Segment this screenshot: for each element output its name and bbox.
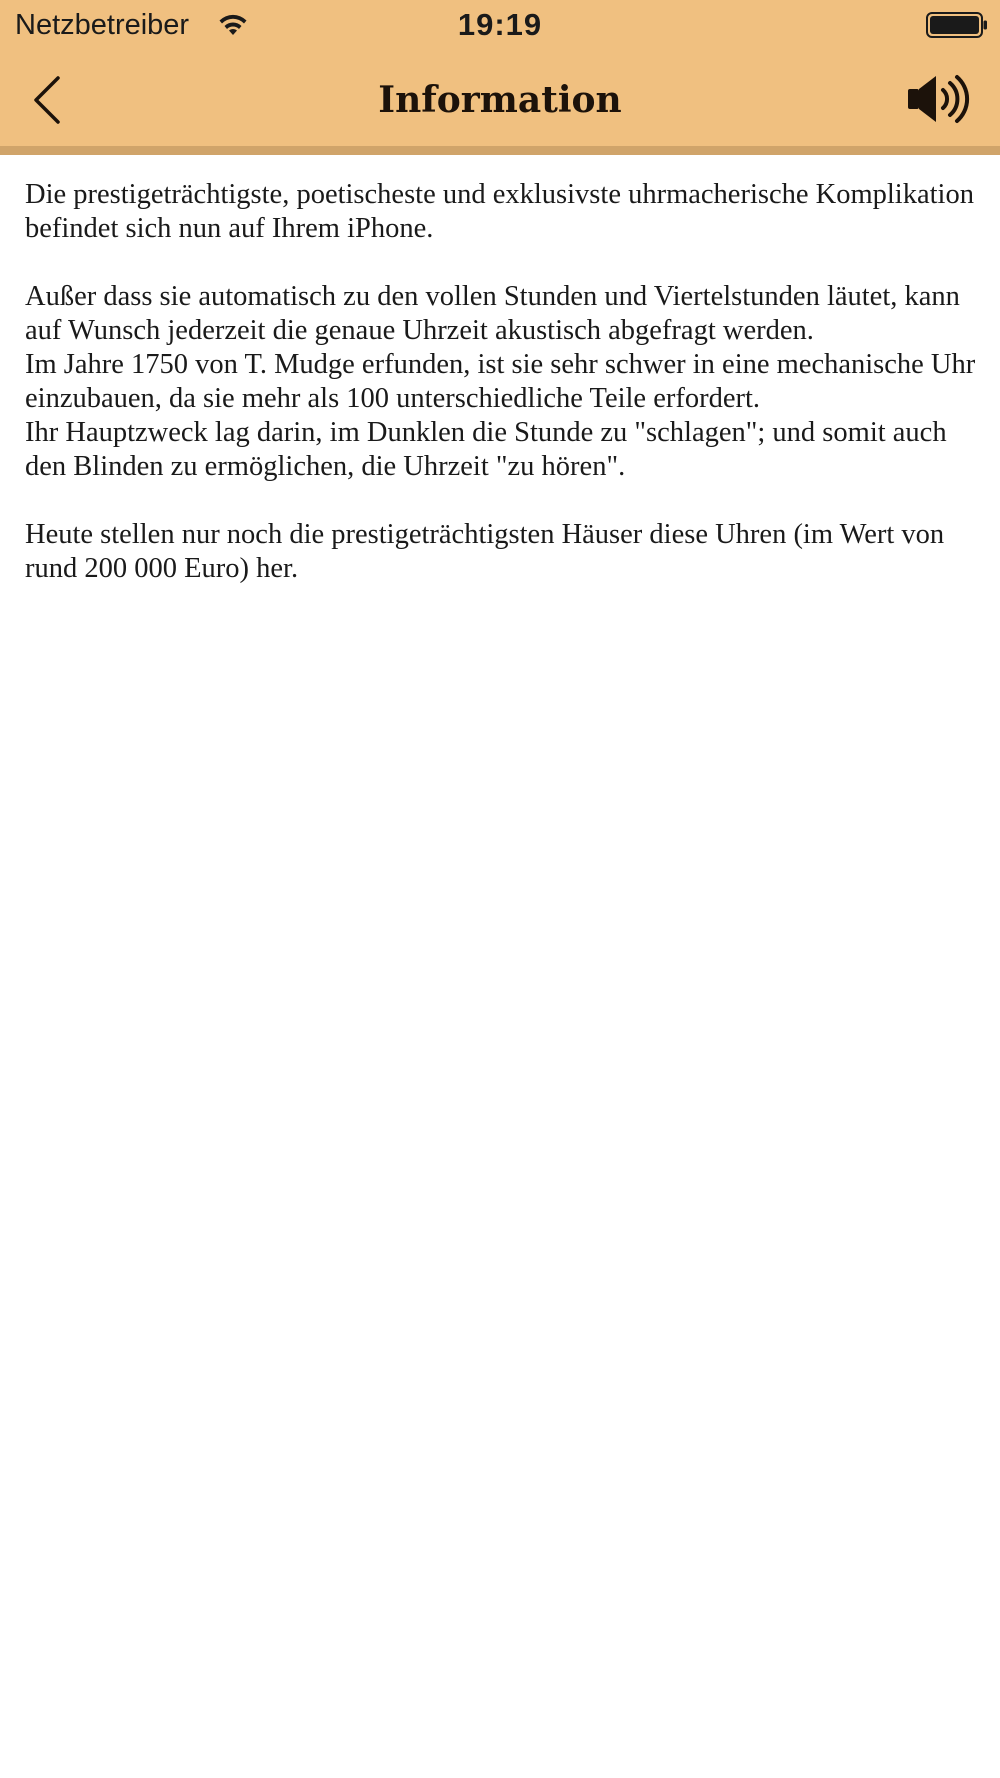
header <box>0 0 1000 146</box>
carrier-name: Netzbetreiber <box>15 9 190 41</box>
battery-icon <box>926 12 988 38</box>
info-paragraph-chime: Außer dass sie automatisch zu den vollen Stunden und Viertelstunden läutet, kann auf Wunsch jederzeit die genaue Uhrzeit akustisch abgefragt werden. <box>25 281 960 346</box>
navigation-bar <box>0 50 1000 146</box>
info-paragraph-purpose: Ihr Hauptzweck lag darin, im Dunklen die Stunde zu "schlagen"; und somit auch den Blinden zu ermöglichen, die Uhrzeit "zu hören". <box>25 417 947 482</box>
paragraph-gap <box>25 484 985 518</box>
info-paragraph-history: Im Jahre 1750 von T. Mudge erfunden, ist sie sehr schwer in eine mechanische Uhr einzubauen, da sie mehr als 100 unterschiedliche Teile erfordert. <box>25 349 976 414</box>
speaker-icon <box>906 72 970 126</box>
paragraph-gap <box>25 246 985 280</box>
info-paragraph-intro: Die prestigeträchtigste, poetischeste und exklusivste uhrmacherische Komplikation befindet sich nun auf Ihrem iPhone. <box>25 179 974 244</box>
header-divider <box>0 146 1000 155</box>
page-title: Information <box>378 79 622 121</box>
status-time: 19:19 <box>457 7 543 42</box>
status-bar <box>0 0 1000 50</box>
info-paragraph-today: Heute stellen nur noch die prestigeträchtigsten Häuser diese Uhren (im Wert von rund 200 000 Euro) her. <box>25 519 945 584</box>
info-text <box>25 178 985 586</box>
speaker-button[interactable] <box>906 72 970 126</box>
